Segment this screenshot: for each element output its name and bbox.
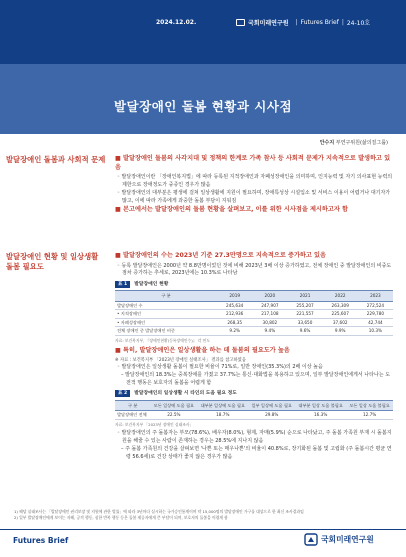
header-issue: 24-10호 <box>346 20 371 27</box>
table-header: 대부분 일상 도움 불필요 <box>295 400 346 411</box>
author-role: 부연구위원(삶의질그룹) <box>335 140 388 146</box>
table-row: • 지적장애인 212,936 217,108 221,557 225,607 229,780 <box>115 310 393 319</box>
footer-brand: Futures Brief <box>13 536 69 545</box>
table-header: 2023 <box>358 291 393 302</box>
table-header: 2022 <box>323 291 358 302</box>
table-header: 구 분 <box>115 291 217 302</box>
list-item: – 발달장애인의 18.3%는 중복장애를 가졌고 37.7%는 통신·대화법을 복용하고 있으며, 일부 발달장애인에게서 나타나는 도전적 행동은 보호자의 돌봄을 어렵게 함 <box>121 372 391 386</box>
section-status-content <box>115 252 393 462</box>
footer-org: 국회미래연구원 <box>321 535 374 544</box>
list-item: ◦ 발달장애인의 대부분은 평생에 걸쳐 일상생활에 지원이 필요하며, 장애특성상 시설입소 및 서비스 이용이 어렵거나 대기자가 많고, 이에 따라 가족에게 과중한 돌봄 부담이 지워짐 <box>117 190 391 204</box>
table-source: 자료: 보건복지부 「2023년 장애인 실태조사」 <box>115 421 194 427</box>
lead-point: ■ 발달장애인 돌봄의 사각지대 및 정책의 한계로 가족 참사 등 사회적 문제가 지속적으로 발생하고 있음 <box>115 155 391 171</box>
author-name: 안수지 <box>319 140 335 146</box>
section-title-status: 발달장애인 현황 및 일상생활 돌봄 필요도 <box>6 252 99 271</box>
table-title: 발달장애인의 일상생활 시 타인의 도움 필요 정도 <box>134 391 237 396</box>
table-header: 모든 일상에 도움 필요 <box>150 400 197 411</box>
author-line <box>320 139 388 146</box>
footer-logo <box>304 533 374 546</box>
table-tag: 표 2 <box>115 390 130 397</box>
divider: | <box>295 19 298 26</box>
issue-date: 2024.12.02. <box>156 19 197 26</box>
header-bar <box>0 0 406 64</box>
table-row: 발달장애인 수 245,634 247,907 255,207 263,309 272,524 <box>115 301 393 310</box>
list-item: ◦ 발달장애인은 일상생활 돌봄이 필요한 비율이 71%로, 일반 장애인(35.3%)의 2배 이상 높음 <box>117 363 323 370</box>
lead-point: ■ 본고에서는 발달장애인의 돌봄 현황을 살펴보고, 이를 위한 시사점을 제시하고자 함 <box>115 206 348 213</box>
table-header: 대부분 일상에 도움 필요 <box>197 400 248 411</box>
table-developmental-disability-status <box>115 290 393 336</box>
header-org: 국회미래연구원 <box>248 20 289 27</box>
list-item: – 주 돌봄 가족원의 건강을 살펴보면 '나쁜 또는 매우나쁜'의 비율이 40.8%로, 장기화된 돌봄 및 고립화 (주 돌봄시간 평균 연령 56.6세)로 건강 상태가 좋지 않은 경우가 많음 <box>121 446 392 460</box>
table-row: 전체 장애인 중 발달장애인 비중 9.2% 9.4% 9.6% 9.9% 10.3% <box>115 327 393 336</box>
section-care-content <box>115 155 393 217</box>
page-title: 발달장애인 돌봄 현황과 시사점 <box>113 99 293 114</box>
header-series: Futures Brief <box>300 19 339 26</box>
footnotes <box>14 509 394 521</box>
org-logo-icon <box>236 19 245 26</box>
table-tag: 표 1 <box>115 281 130 288</box>
list-item: ◦ 등록 발달장애인은 2000년 약 8.8만명이었던 것에 비해 2023년 3배 이상 증가하였고, 전체 장애인 중 발달장애인의 비중도 점차 증가하는 추세로, 2023년에는 10.3%로 나타남 <box>117 262 392 276</box>
table-title: 발달장애인 현황 <box>134 281 169 287</box>
list-item: ◦ 발달장애인이란 「장애인복지법」에 따라 등록된 지적장애인과 자폐성장애인을 의미하며, 인지능력 및 자기 의사표현 능력의 제한으로 장애정도가 중증인 경우가 많음 <box>117 174 393 188</box>
table-header: 2021 <box>287 291 322 302</box>
header-meta <box>236 18 370 27</box>
table-header: 모든 일상 도움 불필요 <box>346 400 393 411</box>
org-emblem-icon <box>304 533 318 546</box>
table-caption <box>115 390 393 398</box>
table-header: 일부 일상에 도움 필요 <box>248 400 295 411</box>
footnote: 1) 해당 실태조사는 「발달장애인 권리보장 및 지원에 관한 법률」에 따라 3년마다 실시하는 국가승인통계이며 약 15,000명의 발달장애인 가구를 대상으로 한 최신 조사결과임 <box>14 509 304 514</box>
footnote: 2) 일부 발달장애인에게 보이는 자해, 공격 행동, 심한 반복 행동 등은 돌봄 제공자에게 큰 부담이 되며, 보호자의 돌봄을 어렵게 함 <box>14 515 228 520</box>
table-row: • 자폐성장애인 268,35 30,802 33,650 37,602 42,744 <box>115 318 393 327</box>
table-source: 자료: 보건복지부, 『장애인현황(등록장애인수)』 각 연도 <box>115 337 210 343</box>
note: ※ 자료 : 보건복지부 「2023년 장애인 실태조사」 결과를 참고하였음 <box>115 357 246 363</box>
lead-point: ■ 발달장애인의 수는 2023년 기준 27.3만명으로 지속적으로 증가하고 있음 <box>115 252 326 259</box>
footer-divider <box>0 529 406 530</box>
divider: | <box>341 19 344 26</box>
section-title-care: 발달장애인 돌봄과 사회적 문제 <box>6 155 106 164</box>
table-header: 구 분 <box>115 400 150 411</box>
list-item: ◦ 발달장애인의 주 돌봄자는 부모(78.6%), 배우자(8.0%), 형제, 자매(5.9%) 순으로 나타났고, 주 돌봄 가족원 부재 시 돌봄지원을 해줄 수 있는 사람이 존재하는 경우는 28.5%에 지나지 않음 <box>117 430 392 444</box>
table-caption <box>115 281 393 289</box>
table-header: 2020 <box>252 291 287 302</box>
lead-point: ■ 특히, 발달장애인은 일상생활을 하는 데 돌봄의 필요도가 높음 <box>115 347 290 354</box>
table-care-need <box>115 400 393 420</box>
table-header: 2019 <box>217 291 252 302</box>
table-row: 발달장애인 전체 22.5% 18.7% 29.8% 16.3% 12.7% <box>115 411 393 420</box>
